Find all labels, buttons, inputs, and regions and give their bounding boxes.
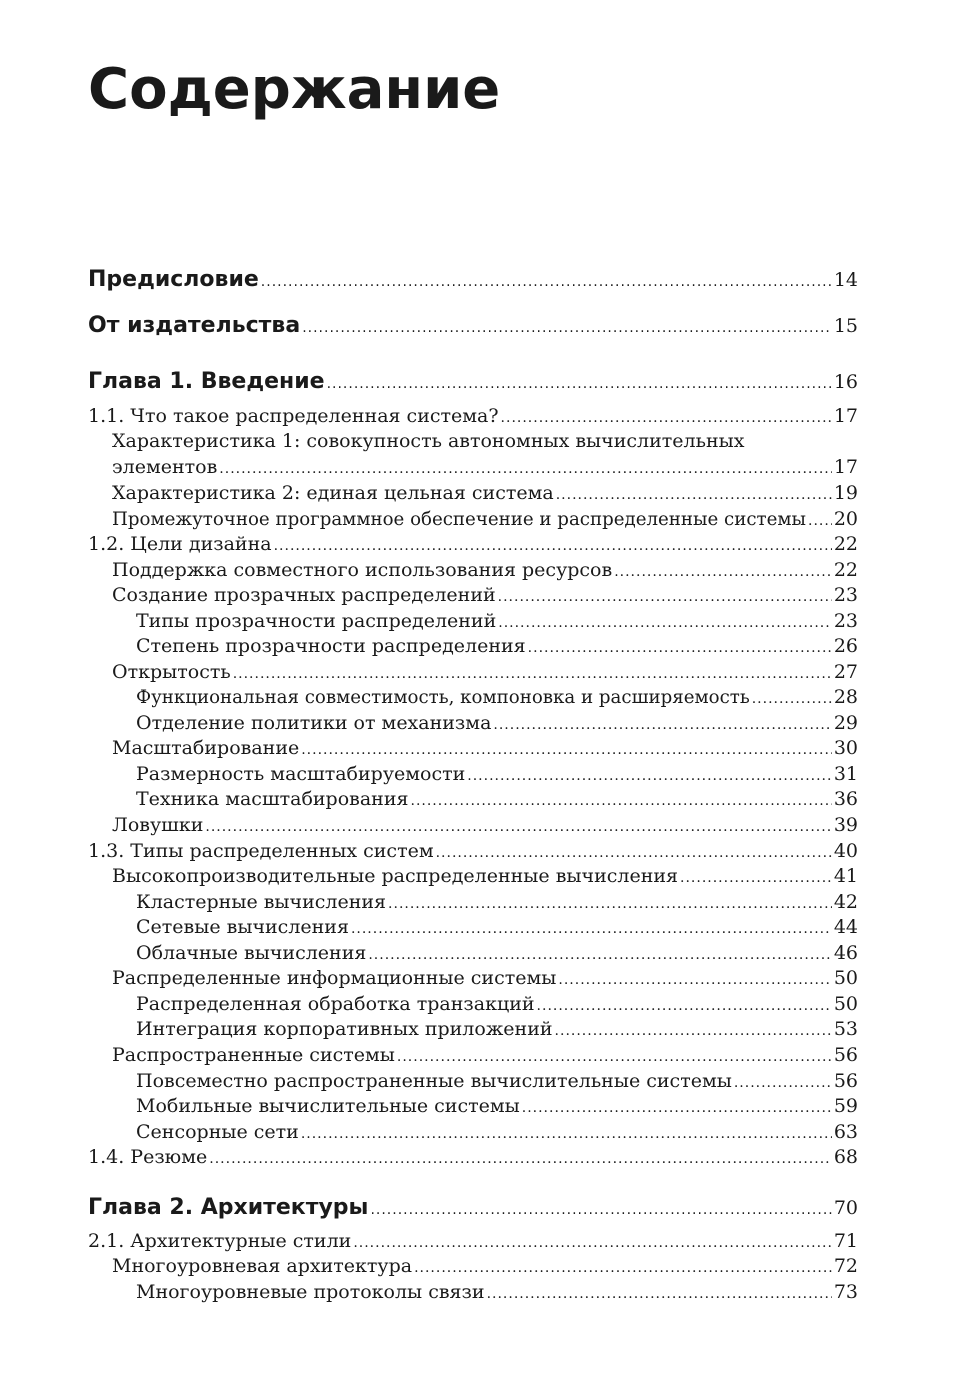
toc-entry-label: Поддержка совместного использования ресурсов (112, 559, 613, 581)
toc-page-number: 22 (833, 533, 858, 555)
toc-entry-section[interactable] (88, 1145, 858, 1171)
toc-entry-label: Интеграция корпоративных приложений (136, 1018, 553, 1040)
toc-entry-label: Типы прозрачности распределений (136, 610, 497, 632)
toc-entry-subsection[interactable] (112, 455, 858, 481)
toc-entry-subsection[interactable] (112, 864, 858, 890)
dot-leader (209, 1147, 832, 1171)
toc-page-number: 70 (833, 1197, 858, 1219)
toc-page-number: 39 (833, 814, 858, 836)
toc-entry-label: Создание прозрачных распределений (112, 584, 496, 606)
toc-entry-subsubsection[interactable] (136, 787, 858, 813)
toc-entry-subsubsection[interactable] (136, 915, 858, 941)
toc-entry-subsubsection[interactable] (136, 685, 858, 711)
toc-entry-label: 1.4. Резюме (88, 1146, 208, 1168)
toc-page-number: 63 (833, 1121, 858, 1143)
toc-entry-subsubsection[interactable] (136, 762, 858, 788)
toc-page-number: 27 (833, 661, 858, 683)
toc-entry-label: Степень прозрачности распределения (136, 635, 526, 657)
toc-page-number: 41 (833, 865, 858, 887)
toc-page-number: 23 (833, 610, 858, 632)
toc-entry-label: Отделение политики от механизма (136, 712, 492, 734)
toc-page-number: 56 (833, 1070, 858, 1092)
toc-entry-subsection[interactable] (112, 558, 858, 584)
toc-entry-label: Высокопроизводительные распределенные вычисления (112, 865, 679, 887)
toc-entry-label: Распределенные информационные системы (112, 967, 557, 989)
toc-entry-label: Распределенная обработка транзакций (136, 993, 535, 1015)
toc-entry-subsubsection[interactable] (136, 634, 858, 660)
toc-entry-label: От издательства (88, 313, 301, 338)
toc-page-number: 30 (833, 737, 858, 759)
toc-entry-label-wrapped[interactable]: Характеристика 1: совокупность автономных вычислительных (112, 430, 745, 452)
page-title: Содержание (88, 57, 501, 122)
toc-entry-label: 1.1. Что такое распределенная система? (88, 405, 499, 427)
toc-page-number: 40 (833, 840, 858, 862)
dot-leader (301, 738, 832, 762)
dot-leader (233, 662, 832, 686)
dot-leader (734, 1071, 832, 1095)
toc-entry-label: Распространенные системы (112, 1044, 395, 1066)
dot-leader (302, 314, 832, 342)
toc-entry-label: элементов (112, 456, 218, 478)
toc-entry-label: Открытость (112, 661, 231, 683)
toc-entry-subsection[interactable] (112, 1043, 858, 1069)
toc-entry-label: Сенсорные сети (136, 1121, 299, 1143)
dot-leader (261, 268, 832, 296)
toc-entry-section[interactable] (88, 532, 858, 558)
toc-page-number: 26 (833, 635, 858, 657)
toc-entry-publisher[interactable] (88, 312, 858, 342)
dot-leader (411, 789, 832, 813)
toc-entry-label: Глава 1. Введение (88, 369, 325, 394)
toc-page-number: 20 (833, 508, 858, 530)
dot-leader (528, 636, 832, 660)
toc-page-number: 46 (833, 942, 858, 964)
dot-leader (556, 483, 832, 507)
toc-page-number: 31 (833, 763, 858, 785)
dot-leader (522, 1096, 832, 1120)
toc-entry-subsection[interactable] (112, 583, 858, 609)
dot-leader (327, 370, 832, 398)
toc-entry-section[interactable] (88, 404, 858, 430)
toc-entry-subsection[interactable] (112, 966, 858, 992)
dot-leader (537, 994, 832, 1018)
toc-entry-label: Кластерные вычисления (136, 891, 387, 913)
dot-leader (368, 943, 831, 967)
toc-entry-chapter-1[interactable] (88, 368, 858, 398)
toc-entry-label: Характеристика 2: единая цельная система (112, 482, 554, 504)
toc-page-number: 36 (833, 788, 858, 810)
toc-page-number: 16 (833, 371, 858, 393)
dot-leader (501, 406, 832, 430)
dot-leader (219, 457, 832, 481)
toc-page-number: 71 (833, 1230, 858, 1252)
toc-entry-label: 2.1. Архитектурные стили (88, 1230, 352, 1252)
toc-entry-subsection[interactable] (112, 481, 858, 507)
dot-leader (397, 1045, 832, 1069)
dot-leader (555, 1019, 832, 1043)
toc-page-number: 14 (833, 269, 858, 291)
dot-leader (351, 917, 832, 941)
toc-entry-label: 1.3. Типы распределенных систем (88, 840, 434, 862)
toc-entry-section[interactable] (88, 839, 858, 865)
toc-entry-label: 1.2. Цели дизайна (88, 533, 272, 555)
toc-entry-subsubsection[interactable] (136, 992, 858, 1018)
toc-entry-label: Техника масштабирования (136, 788, 409, 810)
toc-entry-subsection[interactable] (112, 813, 858, 839)
toc-page-number: 59 (833, 1095, 858, 1117)
toc-entry-label: Многоуровневая архитектура (112, 1255, 413, 1277)
toc-entry-subsubsection[interactable] (136, 890, 858, 916)
toc-page-number: 50 (833, 993, 858, 1015)
toc-entry-subsubsection[interactable] (136, 1120, 858, 1146)
dot-leader (487, 1282, 832, 1306)
toc-page-number: 56 (833, 1044, 858, 1066)
toc-entry-label: Облачные вычисления (136, 942, 367, 964)
toc-page-number: 15 (833, 315, 858, 337)
toc-entry-subsubsection[interactable] (136, 1280, 858, 1306)
dot-leader (353, 1231, 831, 1255)
toc-entry-subsubsection[interactable] (136, 609, 858, 635)
dot-leader (370, 1196, 831, 1224)
toc-page-number: 17 (833, 405, 858, 427)
toc-entry-label: Глава 2. Архитектуры (88, 1195, 369, 1220)
table-of-contents (88, 0, 858, 1388)
toc-entry-chapter-2[interactable] (88, 1194, 858, 1224)
toc-entry-subsection[interactable] (112, 736, 858, 762)
toc-entry-label: Предисловие (88, 267, 259, 292)
toc-entry-subsection[interactable] (112, 507, 858, 533)
toc-page-number: 68 (833, 1146, 858, 1168)
dot-leader (467, 764, 832, 788)
toc-entry-label: Промежуточное программное обеспечение и распределенные системы (112, 509, 806, 530)
toc-page-number: 53 (833, 1018, 858, 1040)
toc-entry-label: Функциональная совместимость, компоновка и расширяемость (136, 687, 750, 708)
dot-leader (436, 841, 832, 865)
toc-page-number: 42 (833, 891, 858, 913)
toc-page-number: 44 (833, 916, 858, 938)
toc-entry-preface[interactable] (88, 266, 858, 296)
toc-page-number: 72 (833, 1255, 858, 1277)
toc-entry-label: Повсеместно распространенные вычислительные системы (136, 1070, 732, 1092)
toc-page-number: 29 (833, 712, 858, 734)
dot-leader (388, 892, 832, 916)
dot-leader (614, 560, 832, 584)
toc-page-number: 17 (833, 456, 858, 478)
toc-entry-label: Размерность масштабируемости (136, 763, 466, 785)
toc-entry-label: Мобильные вычислительные системы (136, 1095, 520, 1117)
toc-page-number: 50 (833, 967, 858, 989)
dot-leader (558, 968, 831, 992)
toc-page-number: 22 (833, 559, 858, 581)
dot-leader (414, 1256, 832, 1280)
dot-leader (301, 1122, 832, 1146)
toc-entry-label: Сетевые вычисления (136, 916, 349, 938)
toc-entry-label: Многоуровневые протоколы связи (136, 1281, 485, 1303)
toc-entry-subsubsection[interactable] (136, 941, 858, 967)
toc-entry-subsubsection[interactable] (136, 711, 858, 737)
toc-entry-subsubsection[interactable] (136, 1069, 858, 1095)
toc-entry-label: Масштабирование (112, 737, 300, 759)
dot-leader (205, 815, 831, 839)
toc-page-number: 23 (833, 584, 858, 606)
dot-leader (493, 713, 831, 737)
toc-entry-subsection[interactable] (112, 1254, 858, 1280)
dot-leader (498, 585, 832, 609)
toc-page-number: 28 (833, 686, 858, 708)
dot-leader (498, 611, 832, 635)
dot-leader (808, 509, 832, 533)
toc-entry-subsubsection[interactable] (136, 1017, 858, 1043)
toc-entry-subsection[interactable] (112, 660, 858, 686)
dot-leader (680, 866, 832, 890)
dot-leader (752, 687, 832, 711)
toc-page-number: 19 (833, 482, 858, 504)
dot-leader (274, 534, 832, 558)
toc-entry-label: Ловушки (112, 814, 204, 836)
toc-entry-subsubsection[interactable] (136, 1094, 858, 1120)
toc-entry-section[interactable] (88, 1229, 858, 1255)
toc-page-number: 73 (833, 1281, 858, 1303)
